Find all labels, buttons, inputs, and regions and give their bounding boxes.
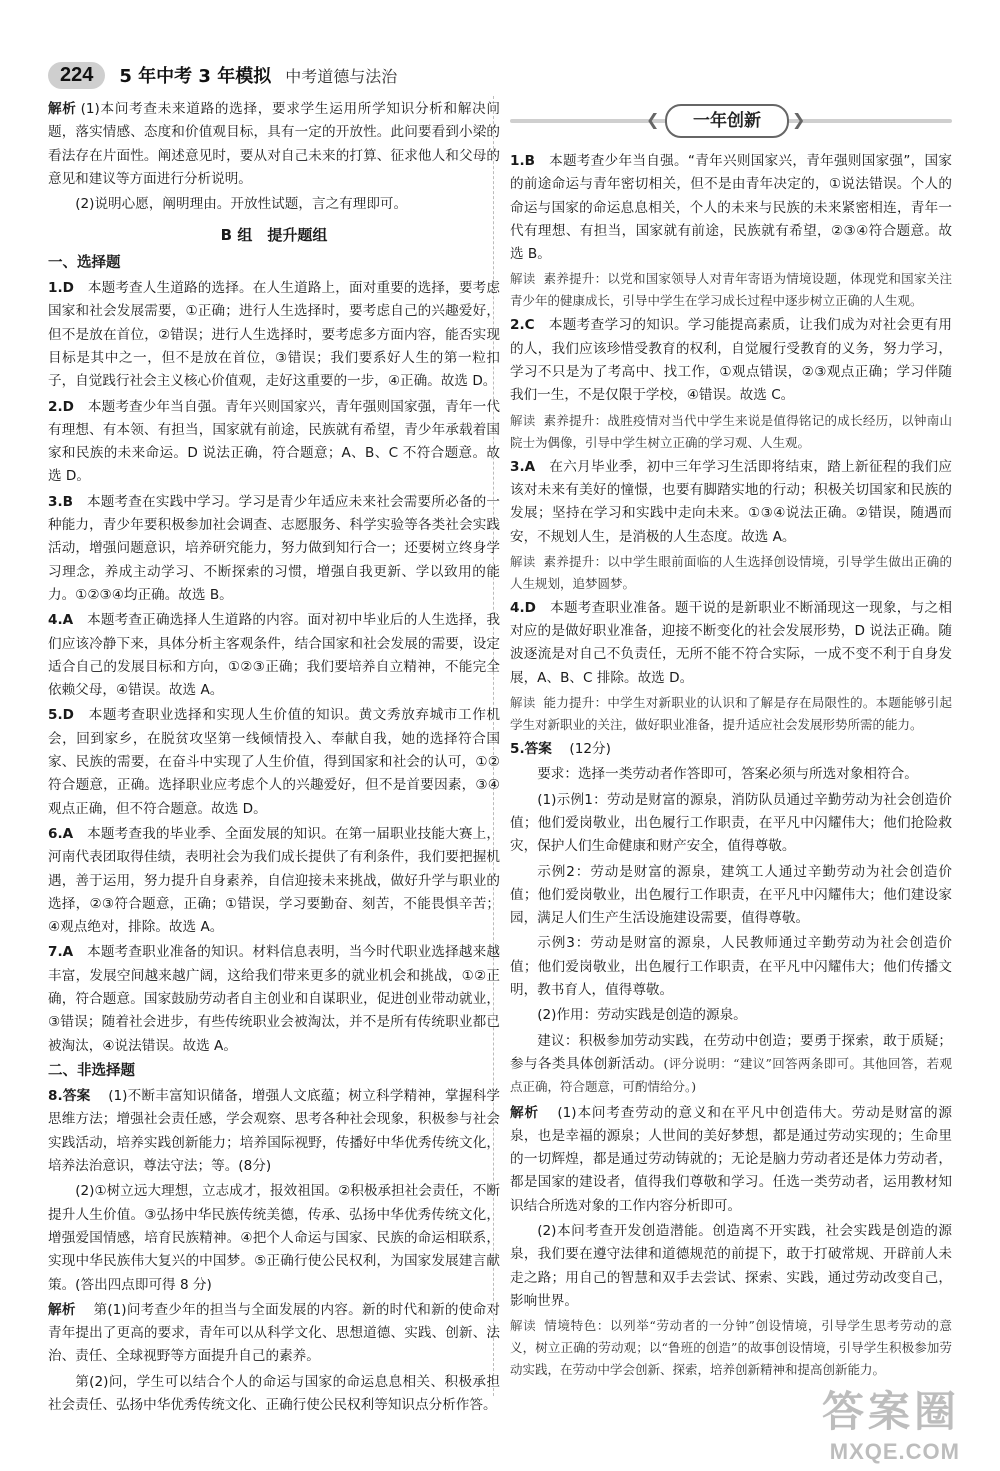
answer-number: 2.C	[510, 317, 535, 334]
answer-tag: 答案	[524, 741, 552, 758]
interpretation-text: 能力提升：中学生对新职业的认识和了解是存在局限性的。本题能够引起学生对新职业的关注，做好职业准备，提升适应社会发展形势所需的能力。	[510, 695, 952, 733]
answer-text: 本题考查职业准备。题干说的是新职业不断涌现这一现象，与之相对应的是做好职业准备，迎接不断变化的社会发展形势，D 说法正确。随波逐流是对自己不负责任，无所不能不符合实际，一成不变不利于自身发展，A、B、C 排除。故选 D。	[510, 599, 953, 686]
answer-item	[510, 456, 952, 549]
interpretation	[510, 410, 952, 454]
q8-analysis-1: 第(1)问考查少年的担当与全面发展的内容。新的时代和新的使命对青年提出了更高的要求，青年可以从科学文化、思想道德、实践、创新、法治、责任、全球视野等方面提升自己的素养。	[48, 1301, 501, 1365]
q5-scoring-note: (评分说明：“建议”回答两条即可。其他回答，若观点正确，符合题意，可酌情给分。)	[510, 1055, 952, 1095]
interpretation-tag: 解读	[510, 695, 536, 711]
q5-answer	[510, 738, 952, 761]
intro-text-2: (2)说明心愿，阐明理由。开放性试题，言之有理即可。	[75, 196, 408, 213]
interpretation	[510, 551, 952, 595]
interpretation-text: 情境特色：以列举“劳动者的一分钟”创设情境，引导学生思考劳动的意义，树立正确的劳动观；以“鲁班的创造”的故事创设情境，引导学生积极参加劳动实践，在劳动中学会创新、探索，培养创新精神和提高创新能力。	[510, 1318, 952, 1378]
q5-score: (12分)	[569, 741, 611, 758]
answer-text: 在六月毕业季，初中三年学习生活即将结束，踏上新征程的我们应该对未来有美好的憧憬，也要有脚踏实地的行动；积极关切国家和民族的发展；坚持在学习和实践中走向未来。①③④说法正确。②错误，随遇而安，不规划人生，是消极的人生态度。故选 A。	[510, 458, 953, 545]
q5-suggestion	[510, 1030, 952, 1100]
answer-number: 1.D	[48, 280, 74, 297]
interpretation-text: 素养提升：以党和国家领导人对青年寄语为情境设题，体现党和国家关注青少年的健康成长，引导中学生在学习成长过程中逐步树立正确的人生观。	[510, 271, 952, 309]
interpretation	[510, 692, 952, 736]
intro-text-1: (1)本问考查未来道路的选择，要求学生运用所学知识分析和解决问题，落实情感、态度和价值观目标，具有一定的开放性。此问要看到小梁的看法存在片面性。阐述意见时，要从对自己未来的打算、征求他人和父母的意见和建议等方面进行分析说明。	[48, 101, 500, 187]
right-column	[510, 98, 952, 1383]
intro-analysis	[48, 98, 500, 191]
interpretation-tag: 解读	[510, 553, 536, 569]
analysis-tag: 解析	[48, 101, 77, 117]
answer-item	[48, 491, 500, 607]
interpretation-text: 素养提升：战胜疫情对当代中学生来说是值得铭记的成长经历，以钟南山院士为偶像，引导中学生树立正确的学习观、人生观。	[510, 412, 952, 450]
answer-text: 本题考查在实践中学习。学习是青少年适应未来社会需要所必备的一种能力，青少年要积极参加社会调查、志愿服务、科学实验等各类社会实践活动，增强问题意识，培养研究能力，努力做到知行合一；还要树立终身学习理念，养成主动学习、不断探索的习惯，增强自我更新、学以致用的能力。①②③④均正确。故选 B。	[48, 493, 501, 603]
answer-item	[510, 597, 952, 690]
q5-example-2: 示例2：劳动是财富的源泉，建筑工人通过辛勤劳动为社会创造价值；他们爱岗敬业，出色履行工作职责，在平凡中闪耀伟大；他们建设家园，满足人们生产生活设施建设需要，值得尊敬。	[510, 863, 952, 927]
q8-analysis	[48, 1299, 500, 1369]
answer-number: 4.A	[48, 612, 74, 629]
watermark-url: MXQE.COM	[829, 1439, 960, 1464]
answer-text: 本题考查少年当自强。“青年兴则国家兴，青年强则国家强”，国家的前途命运与青年密切相关，但不是由青年决定的，①说法错误。个人的命运与国家的命运息息相关，个人的未来与民族的未来紧密相连，青年一代有理想、有担当，国家就有前途，民族就有希望，②③④符合题意。故选 B。	[510, 153, 952, 263]
q5-analysis	[510, 1102, 952, 1218]
interpretation-text: 素养提升：以中学生眼前面临的人生选择创设情境，引导学生做出正确的人生规划，追梦圆梦。	[510, 553, 952, 591]
banner-left-arrow-icon: ❮	[646, 110, 660, 129]
answer-item	[510, 150, 952, 266]
answer-number: 4.D	[510, 599, 536, 616]
q8-answer-1: (1)不断丰富知识储备，增强人文底蕴；树立科学精神，掌握科学思维方法；增强社会责任感，学会观察、思考各种社会现象，积极参与社会实践活动，培养实践创新能力；培养国际视野，传播好中华优秀传统文化，培养法治意识，尊法守法；等。(8分)	[48, 1088, 500, 1175]
answer-number: 5.D	[48, 707, 74, 724]
answer-text: 本题考查人生道路的选择。在人生道路上，面对重要的选择，要考虑国家和社会发展需要，①正确；进行人生选择时，要考虑自己的兴趣爱好，但不是放在首位，②错误；进行人生选择时，要考虑多方面内容，能否实现目标是其中之一，但不是放在首位，③错误；我们要系好人生的第一粒扣子，自觉践行社会主义核心价值观，走好这重要的一步，④正确。故选 D。	[48, 280, 501, 390]
answer-number: 8.	[48, 1088, 63, 1105]
interpretation-tag: 解读	[510, 412, 536, 428]
answer-item	[48, 704, 500, 820]
interpretation-tag: 解读	[510, 1318, 537, 1334]
q5-suggestion-text: 建议：积极参加劳动实践，在劳动中创造；要勇于探索，敢于质疑；参与各类具体创新活动。	[510, 1032, 952, 1072]
interpretation	[510, 268, 952, 312]
answer-item	[48, 396, 500, 489]
page-number: 224	[48, 62, 105, 89]
q5-role: (2)作用：劳动实践是创造的源泉。	[537, 1007, 747, 1024]
watermark-logo: 答案圈	[821, 1388, 960, 1435]
q8-answer-2: (2)①树立远大理想，立志成才，报效祖国。②积极承担社会责任，不断提升人生价值。③弘扬中华民族传统美德，传承、弘扬中华优秀传统文化，增强爱国情感，培育民族精神。④把个人命运与国家、民族的命运相联系，实现中华民族伟大复兴的中国梦。⑤正确行使公民权利，为国家发展建言献策。(答出四点即可得 8 分)	[48, 1183, 500, 1293]
book-title: 5 年中考 3 年模拟	[119, 66, 272, 87]
interpretation-tag: 解读	[510, 271, 536, 287]
answer-text: 本题考查学习的知识。学习能提高素质，让我们成为对社会更有用的人，我们应该珍惜受教育的权利，自觉履行受教育的义务，努力学习，学习不只是为了考高中、找工作，①观点错误，②③观点正确；学习伴随我们一生，不是仅限于学校，④错误。故选 C。	[510, 317, 952, 404]
group-title: B 组 提升题组	[220, 226, 328, 245]
answer-item	[48, 277, 500, 393]
q8-answer	[48, 1085, 500, 1178]
answer-item	[510, 314, 952, 407]
book-subject: 中考道德与法治	[285, 66, 398, 86]
answer-number: 1.B	[510, 153, 535, 169]
innovation-banner	[510, 102, 952, 140]
q5-example-1: (1)示例1：劳动是财富的源泉，消防队员通过辛勤劳动为社会创造价值；他们爱岗敬业，出色履行工作职责，在平凡中闪耀伟大；他们抢险救灾，保护人们生命健康和财产安全，值得尊敬。	[510, 791, 952, 855]
q5-analysis-1: (1)本问考查劳动的意义和在平凡中创造伟大。劳动是财富的源泉，也是幸福的源泉；人世间的美好梦想，都是通过劳动实现的；生命里的一切辉煌，都是通过劳动铸就的；无论是脑力劳动者还是体力劳动者，都是国家的建设者，值得我们尊敬和学习。任选一类劳动者，运用教材知识结合所选对象的工作内容分析即可。	[510, 1104, 953, 1214]
page-header	[48, 60, 397, 90]
answer-item	[48, 609, 500, 702]
answer-number: 7.A	[48, 944, 74, 961]
answer-item	[48, 823, 500, 939]
answer-number: 3.A	[510, 458, 536, 475]
left-column	[48, 98, 500, 1419]
analysis-tag: 解析	[510, 1104, 539, 1121]
answer-text: 本题考查少年当自强。青年兴则国家兴，青年强则国家强，青年一代有理想、有本领、有担当，国家就有前途，民族就有希望，青少年承载着国家和民族的未来命运。D 说法正确，符合题意；A、B、C 不符合题意。故选 D。	[48, 398, 501, 485]
q8-analysis-2: 第(2)问，学生可以结合个人的命运与国家的命运息息相关、积极承担社会责任、弘扬中华优秀传统文化、正确行使公民权利等知识点分析作答。	[48, 1373, 500, 1414]
q5-analysis-2: (2)本问考查开发创造潜能。创造离不开实践，社会实践是创造的源泉，我们要在遵守法律和道德规范的前提下，敢于打破常规、开辟前人未走之路；用自己的智慧和双手去尝试、探索、实践，通过劳动改变自己，影响世界。	[510, 1222, 952, 1309]
banner-title: 一年创新	[665, 104, 789, 138]
answer-number: 6.A	[48, 825, 74, 842]
answer-text: 本题考查正确选择人生道路的内容。面对初中毕业后的人生选择，我们应该冷静下来，具体分析主客观条件，结合国家和社会发展的需要，设定适合自己的发展目标和方向，①②③正确；我们要培养自立精神，不能完全依赖父母，④错误。故选 A。	[48, 612, 501, 699]
answer-tag: 答案	[62, 1088, 91, 1105]
interpretation	[510, 1315, 952, 1381]
answer-number: 2.D	[48, 398, 74, 415]
answer-text: 本题考查职业选择和实现人生价值的知识。黄文秀放弃城市工作机会，回到家乡，在脱贫攻坚第一线倾情投入、奉献自我，她的选择符合国家、民族的需要，在奋斗中实现了人生价值，得到国家和社会的认可，①②符合题意，正确。选择职业应考虑个人的兴趣爱好，但不是首要因素，③④观点正确，但不符合题意。故选 D。	[48, 707, 500, 817]
answer-text: 本题考查我的毕业季、全面发展的知识。在第一届职业技能大赛上，河南代表团取得佳绩，表明社会为我们成长提供了有利条件，我们要把握机遇，善于运用，努力提升自身素养，自信迎接未来挑战，做好升学与职业的选择，②③符合题意，正确；①错误，学习要勤奋、刻苦，不能畏惧辛苦；④观点绝对，排除。故选 A。	[48, 825, 501, 936]
analysis-tag: 解析	[48, 1301, 76, 1318]
answer-item	[48, 941, 500, 1057]
answer-number: 5.	[510, 741, 525, 758]
section-title-nonchoice: 二、非选择题	[48, 1062, 135, 1079]
banner-right-arrow-icon: ❯	[792, 110, 806, 129]
q5-example-3: 示例3：劳动是财富的源泉，人民教师通过辛勤劳动为社会创造价值；他们爱岗敬业，出色履行工作职责，在平凡中闪耀伟大；他们传播文明，教书育人，值得尊敬。	[510, 935, 952, 999]
answer-text: 本题考查职业准备的知识。材料信息表明，当今时代职业选择越来越丰富，发展空间越来越广阔，这给我们带来更多的就业机会和挑战，①②正确，符合题意。国家鼓励劳动者自主创业和自谋职业，促进创业带动就业，③错误；随着社会进步，有些传统职业会被淘汰，并不是所有传统职业都已被淘汰，④说法错误。故选 A。	[48, 944, 501, 1054]
q5-requirement: 要求：选择一类劳动者作答即可，答案必须与所选对象相符合。	[537, 766, 918, 783]
watermark	[822, 1379, 960, 1465]
answer-number: 3.B	[48, 493, 73, 510]
section-title-choice: 一、选择题	[48, 254, 121, 271]
